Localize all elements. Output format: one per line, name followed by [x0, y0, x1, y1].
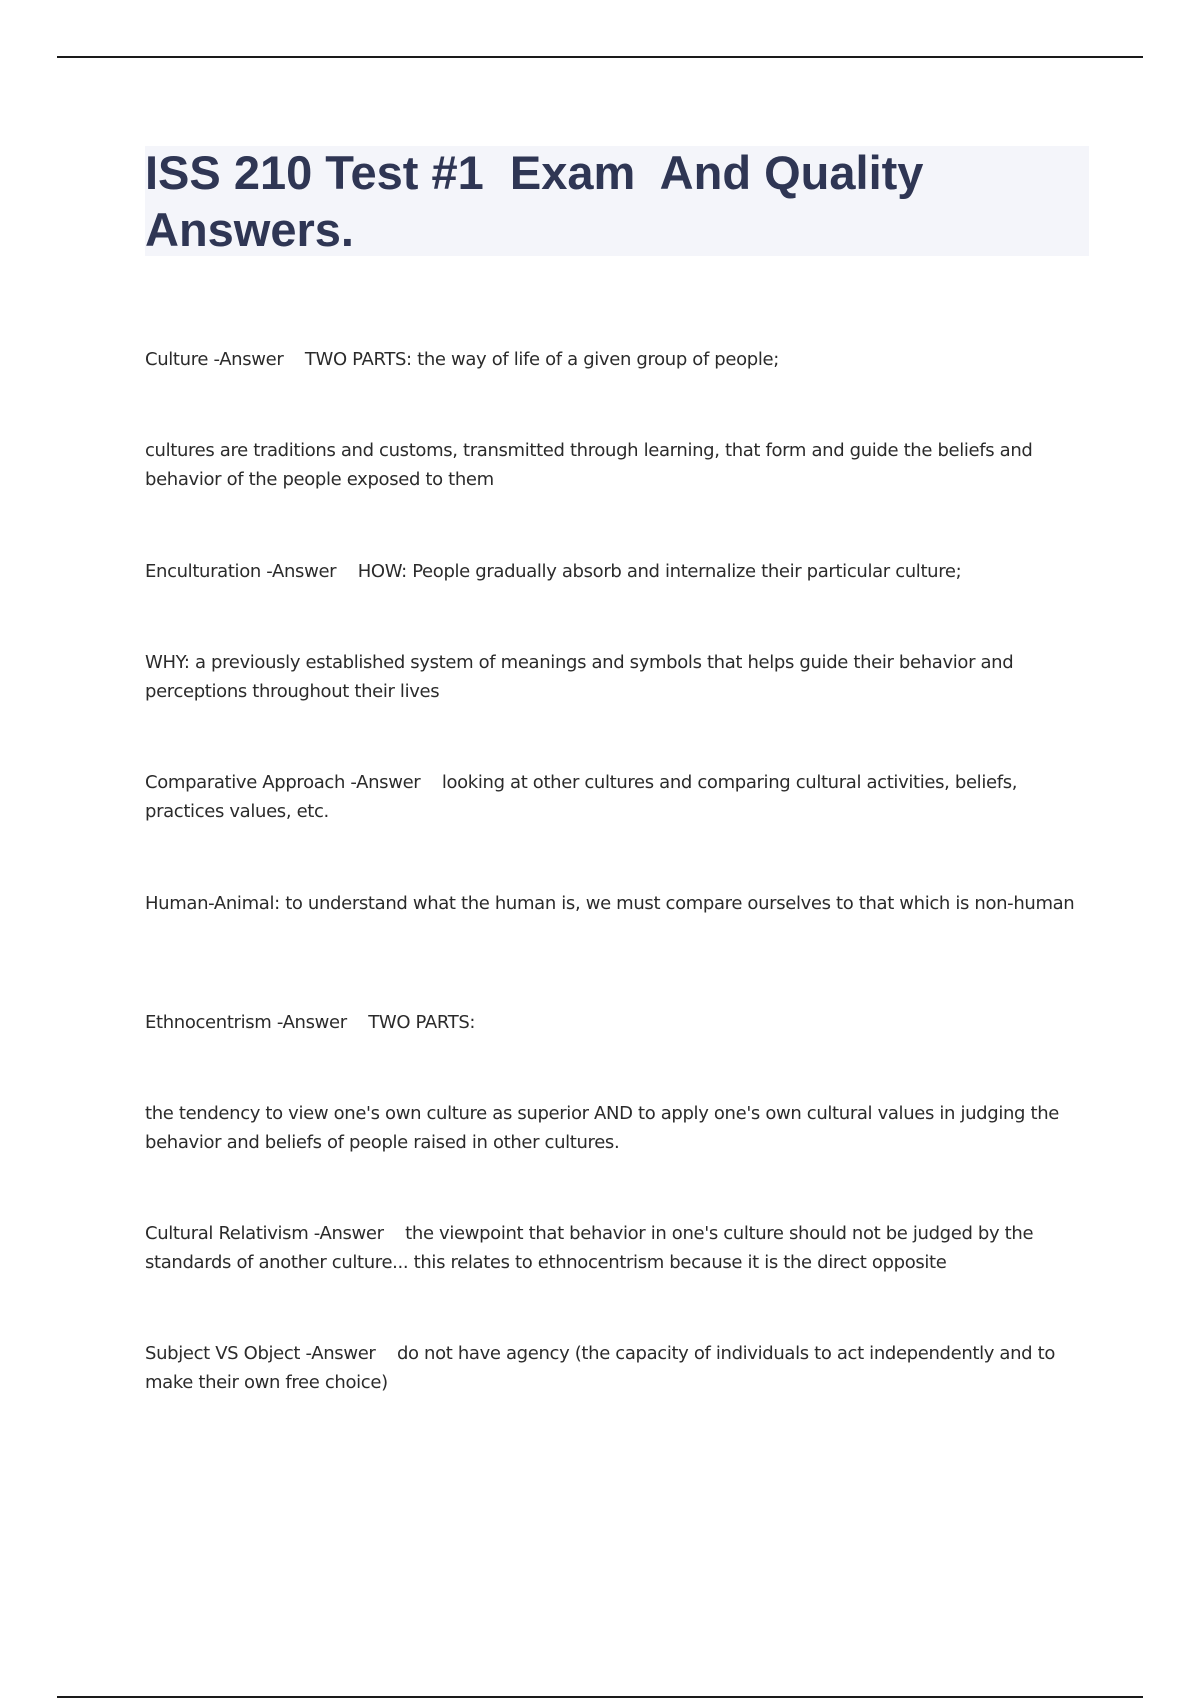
paragraph-culture: Culture -Answer TWO PARTS: the way of life of a given group of people;: [145, 349, 779, 370]
paragraph-comparative-approach: Comparative Approach -Answer looking at other cultures and comparing cultural activities, beliefs, practices values, etc.: [145, 772, 1023, 822]
paragraph-ethnocentrism-definition: the tendency to view one's own culture as superior AND to apply one's own cultural values in judging the behavior and beliefs of people raised in other cultures.: [145, 1103, 1065, 1153]
paragraph-enculturation: Enculturation -Answer HOW: People gradually absorb and internalize their particular culture;: [145, 561, 962, 582]
paragraph-culture-definition: cultures are traditions and customs, transmitted through learning, that form and guide the beliefs and behavior of the people exposed to them: [145, 440, 1038, 490]
paragraph-human-animal: Human-Animal: to understand what the human is, we must compare ourselves to that which is non-human: [145, 893, 1075, 914]
paragraph-cultural-relativism: Cultural Relativism -Answer the viewpoint that behavior in one's culture should not be judged by the standards of another culture... this relates to ethnocentrism because it is the direct opposite: [145, 1223, 1039, 1273]
bottom-divider: [57, 1696, 1143, 1698]
paragraph-subject-vs-object: Subject VS Object -Answer do not have agency (the capacity of individuals to act independently and to make their own free choice): [145, 1343, 1061, 1393]
document-title: ISS 210 Test #1 Exam And Quality Answers.: [145, 146, 935, 256]
top-divider: [57, 56, 1143, 58]
paragraph-enculturation-why: WHY: a previously established system of meanings and symbols that helps guide their behavior and perceptions throughout their lives: [145, 652, 1019, 702]
paragraph-ethnocentrism: Ethnocentrism -Answer TWO PARTS:: [145, 1012, 476, 1033]
